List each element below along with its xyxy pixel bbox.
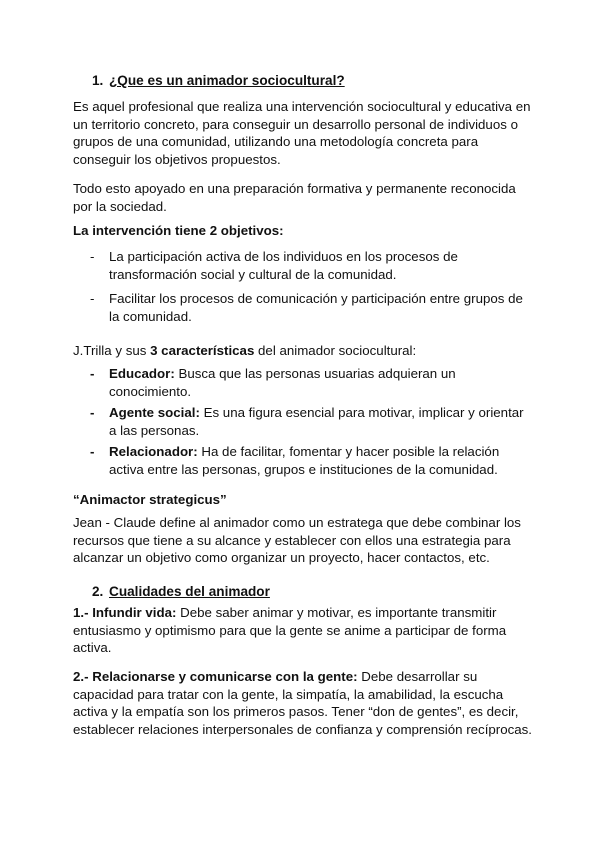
- bullet-dash: -: [90, 291, 95, 306]
- characteristic-text: [109, 443, 529, 478]
- support-paragraph: Todo esto apoyado en una preparación formativa y permanente reconocida por la sociedad.: [73, 181, 516, 214]
- trilla-prefix: J.Trilla y sus: [73, 343, 151, 358]
- section-1-number: 1.: [92, 73, 104, 88]
- characteristic-label: Educador:: [109, 366, 175, 381]
- characteristic-desc: Ha de facilitar, fomentar y hacer posible la relación activa entre las personas, grupos e instituciones de la comunidad.: [109, 444, 500, 477]
- quality-label: 2.- Relacionarse y comunicarse con la gente:: [73, 669, 358, 684]
- section-1-title: ¿Que es un animador sociocultural?: [109, 73, 345, 88]
- characteristic-desc: Busca que las personas usuarias adquieran un conocimiento.: [109, 366, 456, 399]
- trilla-intro: [73, 342, 533, 360]
- characteristic-label: Relacionador:: [109, 444, 198, 459]
- bullet-dash: -: [90, 444, 95, 459]
- objectives-heading: La intervención tiene 2 objetivos:: [73, 223, 284, 238]
- definition-paragraph: Es aquel profesional que realiza una intervención sociocultural y educativa en un territorio concreto, para conseguir un desarrollo personal de individuos o grupos de una comunidad, utilizando una metodología concreta para conseguir los objetivos propuestos.: [73, 99, 531, 167]
- objective-text: La participación activa de los individuos en los procesos de transformación social y cultural de la comunidad.: [109, 249, 458, 282]
- bullet-dash: -: [90, 249, 95, 264]
- objective-text: Facilitar los procesos de comunicación y participación entre grupos de la comunidad.: [109, 291, 523, 324]
- trilla-bold: 3 características: [150, 343, 255, 358]
- characteristic-label: Agente social:: [109, 405, 200, 420]
- bullet-dash: -: [90, 366, 95, 381]
- quality-label: 1.- Infundir vida:: [73, 605, 177, 620]
- animactor-paragraph: Jean - Claude define al animador como un estratega que debe combinar los recursos que tiene a su alcance y establecer con ellos una estrategia para alcanzar un objetivo como organizar un proyecto, hacer contactos, etc.: [73, 515, 521, 565]
- section-2-number: 2.: [92, 584, 104, 599]
- quality-text: Debe saber animar y motivar, es importante transmitir entusiasmo y optimismo para que la gente se anime a participar de forma activa.: [73, 605, 507, 655]
- section-2-heading: [92, 583, 270, 601]
- characteristic-text: [109, 404, 529, 439]
- characteristic-text: [109, 365, 529, 400]
- trilla-suffix: del animador sociocultural:: [254, 343, 417, 358]
- animactor-heading: “Animactor strategicus”: [73, 492, 227, 507]
- bullet-dash: -: [90, 405, 95, 420]
- characteristic-desc: Es una figura esencial para motivar, implicar y orientar a las personas.: [109, 405, 524, 438]
- section-1-heading: [92, 72, 345, 90]
- quality-paragraph: [73, 604, 533, 657]
- quality-text: Debe desarrollar su capacidad para tratar con la gente, la simpatía, la amabilidad, la escucha activa y la empatía son los primeros pasos. Tener “don de gentes”, es decir, establecer relaciones interpersonales de confianza y comprensión recíprocas.: [73, 669, 532, 737]
- section-2-title: Cualidades del animador: [109, 584, 270, 599]
- quality-paragraph: [73, 668, 533, 738]
